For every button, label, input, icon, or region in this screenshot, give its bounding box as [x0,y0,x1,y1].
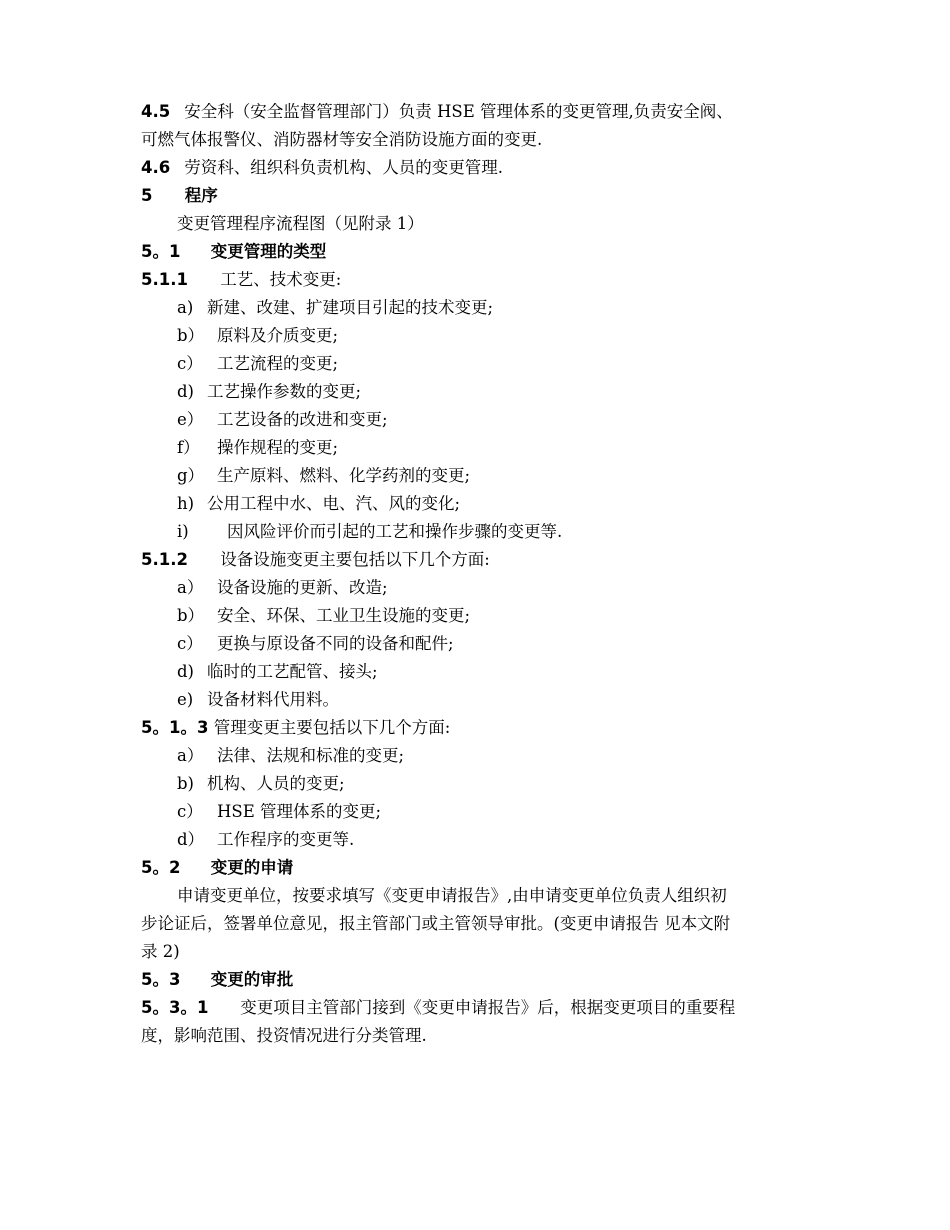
section-number: 5 [141,186,153,205]
list-item-text: 机构、人员的变更; [207,774,345,793]
section-number: 4.6 [141,158,171,177]
section-5-2-heading [141,854,821,882]
paragraph-text: 可燃气体报警仪、消防器材等安全消防设施方面的变更. [141,130,543,149]
list-item-text: 新建、改建、扩建项目引起的技术变更; [207,298,494,317]
list-item-text: 工作程序的变更等. [217,830,355,849]
section-5-2-line-3 [141,938,821,966]
list-item [141,630,821,658]
section-number: 5。1 [141,242,181,261]
list-marker: b) [177,774,194,793]
list-item [141,462,821,490]
list-marker: f） [177,438,200,457]
list-item [141,350,821,378]
paragraph-text: 步论证后，签署单位意见，报主管部门或主管领导审批。(变更申请报告 见本文附 [141,914,731,933]
section-title: 工艺、技术变更: [220,270,342,289]
list-item [141,798,821,826]
list-item [141,518,821,546]
section-number: 5.1.1 [141,270,188,289]
list-marker: h) [177,494,195,513]
list-item [141,658,821,686]
list-marker: b） [177,326,205,345]
list-item-text: 临时的工艺配管、接头; [207,662,378,681]
list-item-text: 设备材料代用料。 [207,690,339,709]
list-item-text: 工艺操作参数的变更; [207,382,362,401]
list-marker: d） [177,830,205,849]
list-item-text: 原料及介质变更; [217,326,339,345]
list-item [141,434,821,462]
section-5-1-1-heading [141,266,821,294]
section-5-1-heading [141,238,821,266]
list-item [141,574,821,602]
section-5-3-heading [141,966,821,994]
list-item [141,378,821,406]
section-number: 5。3。1 [141,998,209,1017]
list-marker: e) [177,690,194,709]
section-5-1-3-heading [141,714,821,742]
list-item [141,322,821,350]
section-number: 4.5 [141,102,171,121]
document-body [141,98,821,1050]
section-5-3-1-line-2 [141,1022,821,1050]
list-item-text: 工艺流程的变更; [217,354,339,373]
paragraph-text: 录 2) [141,942,180,961]
list-marker: e） [177,410,204,429]
paragraph-text: 变更管理程序流程图（见附录 1） [177,214,424,233]
section-5-2-line-2 [141,910,821,938]
section-title: 设备设施变更主要包括以下几个方面: [220,550,490,569]
section-title: 管理变更主要包括以下几个方面: [213,718,451,737]
paragraph-text: 变更项目主管部门接到《变更申请报告》后，根据变更项目的重要程 [240,998,736,1017]
section-5-heading [141,182,821,210]
list-item-text: 更换与原设备不同的设备和配件; [217,634,454,653]
list-item-text: 生产原料、燃料、化学药剂的变更; [217,466,471,485]
section-number: 5。1。3 [141,718,209,737]
list-marker: a） [177,746,204,765]
list-item [141,294,821,322]
list-item-text: 公用工程中水、电、汽、风的变化; [207,494,461,513]
section-4-5-line-1 [141,98,821,126]
list-marker: d) [177,662,194,681]
list-marker: c） [177,634,203,653]
list-item [141,686,821,714]
list-item [141,770,821,798]
section-4-5-line-2 [141,126,821,154]
list-marker: d) [177,382,194,401]
paragraph-text: 度，影响范围、投资情况进行分类管理. [141,1026,427,1045]
list-item [141,490,821,518]
list-marker: i) [177,522,189,541]
list-marker: c） [177,354,203,373]
list-item-text: 设备设施的更新、改造; [217,578,388,597]
paragraph-text: 劳资科、组织科负责机构、人员的变更管理. [184,158,503,177]
list-item-text: 安全、环保、工业卫生设施的变更; [217,606,471,625]
section-5-1-2-heading [141,546,821,574]
section-4-6 [141,154,821,182]
list-marker: c） [177,802,203,821]
list-item-text: 因风险评价而引起的工艺和操作步骤的变更等. [227,522,563,541]
list-marker: g） [177,466,205,485]
list-item-text: 操作规程的变更; [217,438,339,457]
list-marker: a) [177,298,194,317]
list-item-text: 工艺设备的改进和变更; [217,410,388,429]
section-number: 5。2 [141,858,181,877]
section-title: 程序 [184,186,218,205]
section-5-intro [141,210,821,238]
list-marker: b） [177,606,205,625]
list-item [141,742,821,770]
section-5-3-1-line-1 [141,994,821,1022]
section-title: 变更的申请 [210,858,294,877]
section-title: 变更管理的类型 [210,242,327,261]
section-number: 5。3 [141,970,181,989]
list-marker: a） [177,578,204,597]
paragraph-text: 申请变更单位，按要求填写《变更申请报告》,由申请变更单位负责人组织初 [177,886,727,905]
list-item [141,406,821,434]
list-item [141,602,821,630]
paragraph-text: 安全科（安全监督管理部门）负责 HSE 管理体系的变更管理,负责安全阀、 [184,102,733,121]
section-number: 5.1.2 [141,550,188,569]
list-item [141,826,821,854]
list-item-text: 法律、法规和标准的变更; [217,746,405,765]
section-5-2-line-1 [141,882,821,910]
section-title: 变更的审批 [210,970,294,989]
list-item-text: HSE 管理体系的变更; [217,802,382,821]
